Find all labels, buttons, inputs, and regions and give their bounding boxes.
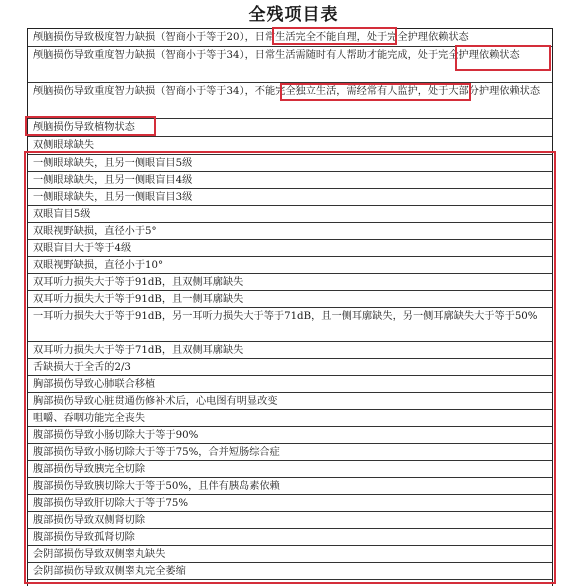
table-row — [28, 223, 552, 240]
table-row — [28, 206, 552, 223]
table-row — [28, 529, 552, 546]
row-text: 一侧眼球缺失，且另一侧眼盲目3级 — [33, 192, 193, 203]
table-row — [28, 342, 552, 359]
table-row — [28, 427, 552, 444]
table-row — [28, 546, 552, 563]
page-title: 全残项目表 — [248, 5, 339, 25]
table-row — [28, 274, 552, 291]
row-text: 胸部损伤导致心肺联合移植 — [33, 379, 156, 390]
table-row — [28, 359, 552, 376]
row-text: 双侧眼球缺失 — [33, 140, 95, 151]
table-row — [28, 410, 552, 427]
table-row — [28, 308, 552, 342]
table-row — [28, 444, 552, 461]
row-text: 腹部损伤导致小肠切除大于等于75%，合并短肠综合症 — [33, 447, 280, 458]
row-text: 会阴部损伤导致双侧睾丸缺失 — [33, 549, 166, 560]
row-text: 腹部损伤导致孤肾切除 — [33, 532, 135, 543]
table-row — [28, 137, 552, 155]
row-text: 一侧眼球缺失，且另一侧眼盲目4级 — [33, 175, 193, 186]
row-text: 腹部损伤导致肝切除大于等于75% — [33, 498, 189, 509]
table-row — [28, 376, 552, 393]
row-text: 颅脑损伤导致重度智力缺损（智商小于等于34），日常生活需随时有人帮助才能完成，处于完全护理依赖状态 — [33, 50, 520, 61]
row-text: 一耳听力损失大于等于91dB，另一耳听力损失大于等于71dB，且一侧耳廓缺失，另一侧耳廓缺失大于等于50% — [33, 311, 538, 322]
table-row — [28, 495, 552, 512]
table-row — [28, 47, 552, 83]
row-text: 双眼盲目5级 — [33, 209, 91, 220]
table-row — [28, 393, 552, 410]
table-row — [28, 512, 552, 529]
row-text: 颅脑损伤导致重度智力缺损（智商小于等于34），不能完全独立生活，需经常有人监护，处于大部分护理依赖状态 — [33, 86, 541, 97]
row-text: 舌缺损大于全舌的2/3 — [33, 362, 131, 373]
table-row — [28, 563, 552, 580]
row-text: 腹部损伤导致小肠切除大于等于90% — [33, 430, 199, 441]
row-text: 腹部损伤导致胰完全切除 — [33, 464, 146, 475]
row-text: 双耳听力损失大于等于91dB，且双侧耳廓缺失 — [33, 277, 244, 288]
table-row — [28, 83, 552, 119]
row-text: 双眼盲目大于等于4级 — [33, 243, 132, 254]
disability-table — [27, 28, 553, 586]
row-text: 双眼视野缺损，直径小于10° — [33, 260, 164, 271]
table-row — [28, 155, 552, 172]
row-text: 双耳听力损失大于等于91dB，且一侧耳廓缺失 — [33, 294, 244, 305]
row-text: 腹部损伤导致胰切除大于等于50%，且伴有胰岛素依赖 — [33, 481, 280, 492]
table-row — [28, 461, 552, 478]
row-text: 胸部损伤导致心脏贯通伤修补术后，心电图有明显改变 — [33, 396, 278, 407]
table-row — [28, 240, 552, 257]
table-row — [28, 172, 552, 189]
table-row — [28, 291, 552, 308]
row-text: 一侧眼球缺失，且另一侧眼盲目5级 — [33, 158, 193, 169]
table-row — [28, 257, 552, 274]
table-row — [28, 478, 552, 495]
table-row — [28, 189, 552, 206]
table-row — [28, 29, 552, 47]
table-row — [28, 119, 552, 137]
row-text: 咀嚼、吞咽功能完全丧失 — [33, 413, 146, 424]
row-text: 颅脑损伤导致植物状态 — [33, 122, 135, 133]
row-text: 腹部损伤导致双侧肾切除 — [33, 515, 146, 526]
row-text: 会阴部损伤导致双侧睾丸完全萎缩 — [33, 566, 186, 577]
row-text: 双耳听力损失大于等于71dB，且双侧耳廓缺失 — [33, 345, 244, 356]
row-text: 双眼视野缺损，直径小于5° — [33, 226, 157, 237]
row-text: 颅脑损伤导致极度智力缺损（智商小于等于20），日常生活完全不能自理，处于完全护理依赖状态 — [33, 32, 469, 43]
